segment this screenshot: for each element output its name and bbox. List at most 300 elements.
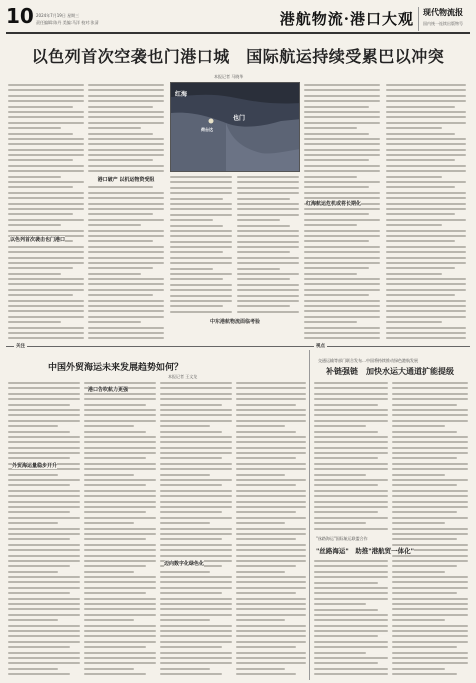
text-line xyxy=(8,420,80,422)
section-title: 港航物流·港口大观 xyxy=(279,10,414,28)
text-line xyxy=(304,197,380,199)
text-line xyxy=(304,95,380,97)
text-line xyxy=(8,662,80,664)
text-line xyxy=(304,159,369,161)
text-line xyxy=(237,311,299,313)
text-line xyxy=(88,267,153,269)
text-line xyxy=(8,262,84,264)
text-line xyxy=(8,327,84,329)
text-line xyxy=(88,106,153,108)
text-line xyxy=(8,393,80,395)
text-line xyxy=(8,457,70,459)
text-line xyxy=(8,522,58,524)
text-line xyxy=(160,598,232,600)
text-line xyxy=(236,479,306,481)
text-line xyxy=(237,192,299,194)
text-line xyxy=(392,608,468,610)
text-line xyxy=(392,441,468,443)
text-line xyxy=(8,630,80,632)
text-line xyxy=(236,603,306,605)
text-line xyxy=(160,474,210,476)
text-line xyxy=(236,474,285,476)
text-line xyxy=(304,262,380,264)
text-line xyxy=(236,630,306,632)
text-line xyxy=(8,484,70,486)
text-column xyxy=(160,382,232,678)
text-line xyxy=(170,219,213,221)
text-line xyxy=(88,100,164,102)
text-line xyxy=(84,673,146,675)
text-line xyxy=(236,463,306,465)
paper-masthead xyxy=(418,7,470,31)
page-number: 10 xyxy=(6,4,34,28)
text-line xyxy=(237,230,299,232)
right-subheadline: "丝路海运" 助推"港航贸一体化" xyxy=(316,547,415,555)
text-line xyxy=(392,538,457,540)
text-line xyxy=(170,230,232,232)
text-line xyxy=(84,646,146,648)
text-line xyxy=(8,257,84,259)
text-line xyxy=(386,278,466,280)
text-line xyxy=(8,332,84,334)
text-line xyxy=(8,404,70,406)
text-line xyxy=(386,154,466,156)
text-line xyxy=(170,203,232,205)
text-line xyxy=(8,533,80,535)
text-line xyxy=(84,517,156,519)
text-line xyxy=(386,203,466,205)
text-line xyxy=(84,576,156,578)
text-line xyxy=(8,246,84,248)
text-line xyxy=(8,143,84,145)
text-line xyxy=(392,662,468,664)
text-line xyxy=(8,219,84,221)
text-line xyxy=(8,555,80,557)
text-line xyxy=(160,501,232,503)
text-line xyxy=(160,452,232,454)
right-headline: 补链强链 加快水运大通道扩能提级 xyxy=(326,367,454,376)
text-line xyxy=(386,127,442,129)
text-line xyxy=(386,240,455,242)
text-line xyxy=(160,652,232,654)
text-line xyxy=(386,111,466,113)
text-line xyxy=(392,393,468,395)
text-line xyxy=(237,235,299,237)
text-line xyxy=(170,278,223,280)
text-line xyxy=(8,425,58,427)
text-line xyxy=(8,251,84,253)
text-line xyxy=(160,495,232,497)
page-header xyxy=(6,4,470,34)
text-line xyxy=(160,387,232,389)
text-line xyxy=(386,197,466,199)
text-line xyxy=(314,420,388,422)
text-line xyxy=(314,641,388,643)
text-line xyxy=(84,501,156,503)
text-line xyxy=(8,337,84,339)
text-line xyxy=(88,84,164,86)
text-line xyxy=(88,332,164,334)
text-line xyxy=(84,522,134,524)
text-column xyxy=(8,84,84,342)
text-line xyxy=(314,436,388,438)
text-line xyxy=(236,447,306,449)
text-line xyxy=(392,398,468,400)
text-column xyxy=(237,176,299,316)
text-line xyxy=(392,431,457,433)
text-line xyxy=(304,332,380,334)
text-line xyxy=(88,122,164,124)
text-line xyxy=(88,154,164,156)
text-line xyxy=(392,533,468,535)
text-line xyxy=(304,106,369,108)
text-line xyxy=(237,305,290,307)
text-line xyxy=(84,420,156,422)
text-line xyxy=(386,305,466,307)
text-line xyxy=(386,138,466,140)
text-line xyxy=(392,409,468,411)
text-line xyxy=(236,436,306,438)
text-line xyxy=(314,501,388,503)
text-line xyxy=(236,592,296,594)
text-column xyxy=(170,176,232,316)
text-line xyxy=(314,382,388,384)
text-line xyxy=(236,608,306,610)
text-line xyxy=(160,614,232,616)
text-line xyxy=(386,224,442,226)
text-line xyxy=(304,267,369,269)
text-column xyxy=(88,84,164,342)
text-line xyxy=(304,305,380,307)
text-line xyxy=(88,127,141,129)
text-line xyxy=(304,186,369,188)
text-line xyxy=(314,431,378,433)
text-line xyxy=(304,111,380,113)
text-line xyxy=(314,447,388,449)
text-line xyxy=(8,441,80,443)
text-line xyxy=(386,310,466,312)
text-line xyxy=(84,506,156,508)
text-line xyxy=(8,474,58,476)
text-line xyxy=(160,592,222,594)
text-line xyxy=(237,295,299,297)
text-line xyxy=(160,511,222,513)
text-column xyxy=(304,84,380,342)
text-line xyxy=(160,447,232,449)
text-line xyxy=(304,192,380,194)
text-line xyxy=(170,235,232,237)
text-line xyxy=(314,657,388,659)
text-line xyxy=(314,484,378,486)
text-line xyxy=(170,246,232,248)
text-line xyxy=(88,300,164,302)
text-line xyxy=(304,143,380,145)
text-line xyxy=(8,294,73,296)
text-line xyxy=(8,197,84,199)
text-line xyxy=(84,398,156,400)
text-line xyxy=(314,457,378,459)
text-line xyxy=(8,501,80,503)
text-line xyxy=(314,490,388,492)
text-line xyxy=(160,420,232,422)
text-line xyxy=(392,592,457,594)
text-line xyxy=(160,549,232,551)
text-line xyxy=(314,603,366,605)
text-line xyxy=(8,84,84,86)
text-line xyxy=(84,511,146,513)
text-line xyxy=(236,641,306,643)
text-line xyxy=(160,409,232,411)
text-line xyxy=(236,414,306,416)
text-line xyxy=(386,143,466,145)
text-line xyxy=(8,576,80,578)
text-line xyxy=(386,283,466,285)
text-line xyxy=(84,528,156,530)
text-line xyxy=(237,241,299,243)
text-line xyxy=(8,495,80,497)
text-line xyxy=(88,321,141,323)
text-line xyxy=(236,393,306,395)
text-line xyxy=(84,630,156,632)
text-line xyxy=(236,420,306,422)
text-line xyxy=(84,581,156,583)
text-line xyxy=(88,149,164,151)
text-line xyxy=(236,635,306,637)
text-line xyxy=(236,398,306,400)
text-line xyxy=(160,398,232,400)
text-line xyxy=(237,251,290,253)
text-column xyxy=(8,382,80,678)
text-line xyxy=(314,646,388,648)
text-line xyxy=(160,528,232,530)
text-line xyxy=(8,560,80,562)
text-line xyxy=(236,533,306,535)
text-line xyxy=(8,165,84,167)
text-line xyxy=(392,625,468,627)
text-line xyxy=(304,316,380,318)
text-line xyxy=(84,468,156,470)
text-line xyxy=(304,273,357,275)
text-line xyxy=(314,414,388,416)
text-line xyxy=(8,544,80,546)
text-line xyxy=(236,387,306,389)
text-line xyxy=(8,138,84,140)
text-line xyxy=(170,198,223,200)
text-line xyxy=(314,425,366,427)
text-line xyxy=(314,614,388,616)
text-line xyxy=(386,267,455,269)
text-line xyxy=(84,668,134,670)
text-line xyxy=(170,289,232,291)
text-line xyxy=(8,203,84,205)
text-line xyxy=(160,457,222,459)
text-line xyxy=(304,149,380,151)
text-line xyxy=(84,495,156,497)
text-line xyxy=(386,89,466,91)
text-line xyxy=(160,479,232,481)
text-line xyxy=(160,641,232,643)
text-line xyxy=(314,625,388,627)
subhead: 外贸海运量稳步开升 xyxy=(12,463,58,469)
text-line xyxy=(236,549,306,551)
text-line xyxy=(84,619,134,621)
text-line xyxy=(170,214,232,216)
text-line xyxy=(236,511,296,513)
text-line xyxy=(304,257,380,259)
left-headline: 中国外贸海运未来发展趋势如何？ xyxy=(48,363,184,373)
text-line xyxy=(84,662,156,664)
text-line xyxy=(160,404,222,406)
text-line xyxy=(8,95,84,97)
text-line xyxy=(237,278,290,280)
text-line xyxy=(392,490,468,492)
text-line xyxy=(84,544,156,546)
text-line xyxy=(170,225,223,227)
text-line xyxy=(237,208,299,210)
text-line xyxy=(386,170,466,172)
text-line xyxy=(314,452,388,454)
text-line xyxy=(84,414,156,416)
text-line xyxy=(392,463,468,465)
text-line xyxy=(8,213,73,215)
text-line xyxy=(160,533,232,535)
text-line xyxy=(8,657,80,659)
text-line xyxy=(84,598,156,600)
text-line xyxy=(8,170,84,172)
text-line xyxy=(237,198,290,200)
map-image xyxy=(170,82,300,172)
text-line xyxy=(84,457,146,459)
text-line xyxy=(8,641,80,643)
text-line xyxy=(160,587,232,589)
text-line xyxy=(386,337,466,339)
text-line xyxy=(304,133,369,135)
text-line xyxy=(8,89,84,91)
text-line xyxy=(84,409,156,411)
text-line xyxy=(304,224,357,226)
text-line xyxy=(392,420,468,422)
text-column xyxy=(236,382,306,678)
text-line xyxy=(386,95,466,97)
text-line xyxy=(88,316,164,318)
text-line xyxy=(386,327,466,329)
text-line xyxy=(84,625,156,627)
text-line xyxy=(392,522,445,524)
text-line xyxy=(236,587,306,589)
text-line xyxy=(304,283,380,285)
text-line xyxy=(84,549,156,551)
text-line xyxy=(304,116,380,118)
text-line xyxy=(392,436,468,438)
text-line xyxy=(392,668,445,670)
text-line xyxy=(84,463,156,465)
text-column xyxy=(314,560,388,678)
text-line xyxy=(8,619,58,621)
text-line xyxy=(392,673,457,675)
text-line xyxy=(8,608,80,610)
text-line xyxy=(8,186,73,188)
text-line xyxy=(160,603,232,605)
text-line xyxy=(8,106,73,108)
text-line xyxy=(88,251,164,253)
text-line xyxy=(84,652,156,654)
text-line xyxy=(8,159,73,161)
text-line xyxy=(386,332,466,334)
text-line xyxy=(392,571,445,573)
text-line xyxy=(88,310,164,312)
text-line xyxy=(314,441,388,443)
text-line xyxy=(314,468,388,470)
text-line xyxy=(88,208,164,210)
column-divider xyxy=(309,350,310,680)
text-line xyxy=(160,414,232,416)
text-line xyxy=(236,625,306,627)
text-line xyxy=(314,668,388,670)
text-line xyxy=(8,581,80,583)
text-line xyxy=(236,581,306,583)
text-line xyxy=(304,321,357,323)
text-line xyxy=(304,89,380,91)
text-line xyxy=(314,463,388,465)
text-line xyxy=(392,447,468,449)
map-graphic xyxy=(171,83,300,172)
text-line xyxy=(236,560,306,562)
text-line xyxy=(160,662,232,664)
text-line xyxy=(8,300,84,302)
text-line xyxy=(304,240,369,242)
section-divider xyxy=(6,346,470,347)
text-line xyxy=(8,283,84,285)
text-line xyxy=(88,95,164,97)
text-line xyxy=(314,495,388,497)
text-line xyxy=(170,192,232,194)
text-line xyxy=(88,111,164,113)
text-line xyxy=(160,506,232,508)
text-line xyxy=(392,517,468,519)
text-line xyxy=(237,289,299,291)
text-line xyxy=(160,608,232,610)
text-line xyxy=(392,587,468,589)
left-byline: 本报记者 王文龙 xyxy=(168,374,198,379)
text-line xyxy=(160,393,232,395)
text-line xyxy=(88,327,164,329)
text-line xyxy=(160,581,232,583)
text-line xyxy=(8,208,84,210)
text-line xyxy=(160,436,232,438)
subhead: 港口告吹航力更强 xyxy=(88,387,129,393)
text-line xyxy=(237,257,299,259)
text-line xyxy=(8,635,80,637)
text-line xyxy=(88,235,164,237)
top-headline: 以色列首次空袭也门港口城 国际航运持续受累巴以冲突 xyxy=(31,47,445,66)
text-line xyxy=(392,576,468,578)
text-line xyxy=(304,154,380,156)
text-line xyxy=(88,305,164,307)
text-line xyxy=(160,673,222,675)
text-line xyxy=(8,154,84,156)
text-line xyxy=(8,133,73,135)
text-line xyxy=(236,576,306,578)
text-line xyxy=(160,468,232,470)
map-label-red-sea: 红海 xyxy=(175,91,188,98)
text-line xyxy=(8,278,84,280)
text-line xyxy=(160,635,232,637)
text-line xyxy=(84,560,156,562)
text-line xyxy=(392,468,468,470)
text-line xyxy=(304,310,380,312)
text-line xyxy=(304,165,380,167)
text-line xyxy=(160,657,232,659)
